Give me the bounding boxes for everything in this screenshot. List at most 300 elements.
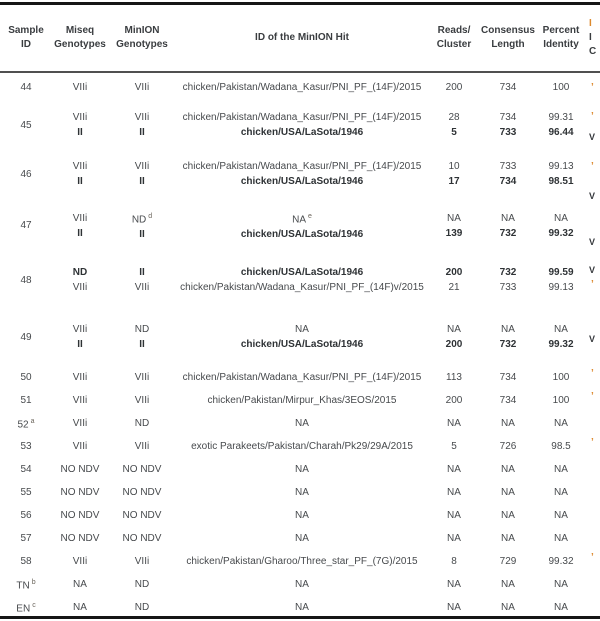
cell-minion-genotype <box>108 550 176 573</box>
truncated-text-fragment: ’ <box>591 552 594 563</box>
table-row <box>0 149 600 199</box>
cell-miseq-genotype <box>52 199 108 252</box>
cell-miseq-genotype <box>52 550 108 573</box>
cell-consensus-length-value: NA <box>501 510 515 522</box>
cell-miseq-genotype <box>52 366 108 389</box>
cell-minion-hit-id-value: NA $^e$ <box>292 213 312 226</box>
header-line: I <box>589 32 592 43</box>
header-line: Consensus <box>481 25 535 36</box>
cell-percent-identity <box>536 550 586 573</box>
cell-percent-identity-value: 100 <box>552 372 570 384</box>
cell-minion-hit-id <box>176 252 428 308</box>
cell-consensus-length-value: 733 <box>499 161 517 172</box>
cell-percent-identity-value: NA <box>554 324 568 336</box>
cell-percent-identity-value: 99.32 <box>548 227 574 239</box>
sample-id-value: 46 <box>20 168 32 180</box>
cell-minion-hit-id-value: NA <box>295 579 309 591</box>
cell-minion-genotype-value: NO NDV <box>122 464 162 476</box>
cell-percent-identity-value: NA <box>554 533 568 545</box>
cell-reads-cluster <box>428 458 480 481</box>
cell-minion-hit-id-value: chicken/Pakistan/Wadana_Kasur/PNI_PF_(14F)v/2015 <box>180 282 424 294</box>
cell-minion-hit-id-value: exotic Parakeets/Pakistan/Charah/Pk29/29A/2015 <box>191 441 413 453</box>
cell-minion-genotype-value: II <box>139 229 145 241</box>
col-header-percent-identity <box>536 4 586 73</box>
cell-miseq-genotype-value: VIIi <box>72 161 88 172</box>
cell-truncated <box>586 458 600 481</box>
cell-minion-hit-id-value: NA <box>295 418 309 430</box>
cell-minion-hit-id-value: chicken/Pakistan/Gharoo/Three_star_PF_(7G)/2015 <box>186 556 418 568</box>
cell-reads-cluster-value: 28 <box>448 112 460 123</box>
cell-consensus-length <box>480 308 536 366</box>
cell-minion-genotype-value: VIIi <box>134 161 150 172</box>
truncated-text-fragment: ’ <box>591 437 594 448</box>
cell-minion-hit-id <box>176 72 428 101</box>
cell-reads-cluster <box>428 308 480 366</box>
cell-reads-cluster <box>428 412 480 435</box>
cell-consensus-length <box>480 366 536 389</box>
cell-percent-identity-value: 99.32 <box>548 339 574 351</box>
cell-miseq-genotype-value: VIIi <box>72 324 88 336</box>
cell-consensus-length-value: 734 <box>499 112 517 123</box>
cell-percent-identity-value: 98.5 <box>551 441 571 453</box>
cell-miseq-genotype <box>52 252 108 308</box>
cell-consensus-length <box>480 72 536 101</box>
table-row <box>0 504 600 527</box>
cell-minion-hit-id <box>176 366 428 389</box>
cell-reads-cluster-value: NA <box>447 510 461 522</box>
cell-sample-id <box>0 412 52 435</box>
cell-percent-identity <box>536 481 586 504</box>
cell-minion-genotype <box>108 412 176 435</box>
cell-miseq-genotype-value: VIIi <box>72 282 88 294</box>
cell-minion-hit-id-value: chicken/Pakistan/Mirpur_Khas/3EOS/2015 <box>207 395 397 407</box>
cell-sample-id <box>0 199 52 252</box>
cell-sample-id <box>0 308 52 366</box>
cell-minion-genotype-value: NO NDV <box>122 533 162 545</box>
cell-miseq-genotype-value: VIIi <box>72 556 88 568</box>
cell-minion-hit-id-value: NA <box>295 464 309 476</box>
cell-miseq-genotype-value: II <box>77 339 83 351</box>
cell-truncated <box>586 412 600 435</box>
sample-id-value: 51 <box>20 395 32 407</box>
header-line: Genotypes <box>116 39 168 50</box>
cell-miseq-genotype-value: NA <box>73 602 87 614</box>
cell-truncated <box>586 504 600 527</box>
cell-minion-hit-id-value: chicken/USA/LaSota/1946 <box>240 267 364 279</box>
cell-reads-cluster-value: 8 <box>451 556 457 568</box>
cell-percent-identity-value: 99.59 <box>548 267 574 279</box>
sample-id-value: 57 <box>20 533 32 545</box>
cell-reads-cluster-value: 10 <box>448 161 460 172</box>
cell-minion-hit-id-value: chicken/Pakistan/Wadana_Kasur/PNI_PF_(14F)/2015 <box>182 82 422 93</box>
cell-minion-hit-id <box>176 435 428 458</box>
cell-sample-id <box>0 550 52 573</box>
cell-miseq-genotype-value: NA <box>73 579 87 591</box>
table-row <box>0 366 600 389</box>
cell-consensus-length-value: NA <box>501 533 515 545</box>
cell-minion-hit-id <box>176 308 428 366</box>
cell-percent-identity <box>536 527 586 550</box>
truncated-text-fragment: ’ <box>591 82 594 93</box>
header-line: Percent <box>542 25 580 36</box>
cell-minion-hit-id-value: chicken/Pakistan/Wadana_Kasur/PNI_PF_(14F)/2015 <box>182 161 422 172</box>
sample-id-value: 53 <box>20 441 32 453</box>
table-row <box>0 527 600 550</box>
header-line: Length <box>491 39 525 50</box>
cell-minion-hit-id <box>176 527 428 550</box>
cell-consensus-length-value: NA <box>501 324 515 336</box>
cell-sample-id <box>0 458 52 481</box>
cell-sample-id <box>0 573 52 596</box>
cell-reads-cluster <box>428 72 480 101</box>
cell-reads-cluster <box>428 199 480 252</box>
cell-minion-genotype <box>108 389 176 412</box>
table-row <box>0 72 600 101</box>
cell-minion-hit-id <box>176 573 428 596</box>
cell-sample-id <box>0 435 52 458</box>
cell-consensus-length-value: 732 <box>499 339 517 351</box>
cell-reads-cluster <box>428 252 480 308</box>
sample-id-value: 55 <box>20 487 32 499</box>
sample-id-value: TN <box>16 579 30 591</box>
cell-consensus-length-value: NA <box>501 212 515 224</box>
cell-miseq-genotype-value: NO NDV <box>60 487 100 499</box>
table-row <box>0 573 600 596</box>
cell-reads-cluster-value: 200 <box>445 267 463 279</box>
cell-miseq-genotype-value: ND <box>72 267 88 279</box>
cell-sample-id <box>0 252 52 308</box>
cell-reads-cluster-value: 200 <box>445 395 463 407</box>
table-row <box>0 101 600 149</box>
cell-percent-identity <box>536 573 586 596</box>
cell-reads-cluster-value: 17 <box>448 176 460 187</box>
cell-percent-identity-value: 99.32 <box>548 556 574 568</box>
cell-miseq-genotype-value: VIIi <box>72 112 88 123</box>
cell-minion-genotype-value: VIIi <box>134 82 150 93</box>
cell-miseq-genotype <box>52 504 108 527</box>
footnote-marker: c <box>32 601 36 609</box>
header-line: MinION <box>124 25 160 36</box>
truncated-text-fragment: V <box>589 265 596 275</box>
table-row <box>0 481 600 504</box>
cell-miseq-genotype <box>52 149 108 199</box>
cell-percent-identity <box>536 72 586 101</box>
cell-consensus-length <box>480 550 536 573</box>
cell-minion-genotype <box>108 72 176 101</box>
sample-id-value: 48 <box>20 274 32 286</box>
cell-percent-identity-value: 99.13 <box>548 282 574 294</box>
cell-miseq-genotype-value: VIIi <box>72 441 88 453</box>
sample-id-value: 44 <box>20 82 32 93</box>
cell-consensus-length <box>480 527 536 550</box>
cell-percent-identity-value: NA <box>554 418 568 430</box>
col-header-minion-hit-id <box>176 4 428 73</box>
cell-minion-hit-id-value: chicken/USA/LaSota/1946 <box>240 176 364 187</box>
cell-percent-identity-value: 99.13 <box>548 161 574 172</box>
truncated-text-fragment: ’ <box>591 391 594 402</box>
col-header-minion-genotypes <box>108 4 176 73</box>
footnote-marker: d <box>148 213 153 220</box>
header-line: I <box>589 18 592 29</box>
cell-reads-cluster <box>428 389 480 412</box>
header-line: Sample <box>8 25 44 36</box>
cell-reads-cluster <box>428 527 480 550</box>
cell-minion-genotype-value: ND <box>134 602 150 614</box>
cell-miseq-genotype <box>52 481 108 504</box>
sample-id-value: 58 <box>20 556 32 568</box>
cell-reads-cluster <box>428 435 480 458</box>
cell-minion-genotype-value: NO NDV <box>122 487 162 499</box>
genotype-comparison-table <box>0 2 600 619</box>
cell-minion-genotype-value: ND <box>134 324 150 336</box>
cell-minion-genotype <box>108 504 176 527</box>
cell-percent-identity-value: 100 <box>552 395 570 407</box>
cell-reads-cluster <box>428 366 480 389</box>
cell-consensus-length-value: NA <box>501 602 515 614</box>
cell-minion-hit-id <box>176 458 428 481</box>
cell-miseq-genotype <box>52 435 108 458</box>
cell-sample-id <box>0 527 52 550</box>
cell-consensus-length-value: 734 <box>499 372 517 384</box>
cell-truncated <box>586 527 600 550</box>
cell-minion-genotype <box>108 101 176 149</box>
truncated-text-fragment: ’ <box>591 279 594 290</box>
cell-reads-cluster <box>428 149 480 199</box>
cell-minion-hit-id <box>176 389 428 412</box>
cell-miseq-genotype-value: NO NDV <box>60 533 100 545</box>
cell-minion-hit-id-value: chicken/USA/LaSota/1946 <box>240 127 364 138</box>
table-row <box>0 308 600 366</box>
cell-minion-genotype <box>108 573 176 596</box>
cell-consensus-length-value: 734 <box>499 82 517 93</box>
cell-minion-genotype <box>108 366 176 389</box>
cell-reads-cluster-value: 5 <box>451 127 457 138</box>
truncated-text-fragment: ’ <box>591 111 594 122</box>
cell-percent-identity <box>536 504 586 527</box>
cell-percent-identity-value: 99.31 <box>548 112 574 123</box>
cell-minion-hit-id-value: chicken/USA/LaSota/1946 <box>240 339 364 351</box>
cell-minion-hit-id <box>176 481 428 504</box>
cell-sample-id <box>0 72 52 101</box>
cell-minion-genotype-value: VIIi <box>134 112 150 123</box>
cell-reads-cluster <box>428 481 480 504</box>
cell-consensus-length <box>480 389 536 412</box>
cell-minion-genotype <box>108 308 176 366</box>
cell-percent-identity-value: NA <box>554 212 568 224</box>
cell-miseq-genotype <box>52 573 108 596</box>
table-row <box>0 389 600 412</box>
header-line: Identity <box>543 39 579 50</box>
header-line: Reads/ <box>437 25 471 36</box>
cell-miseq-genotype-value: VIIi <box>72 212 88 224</box>
cell-consensus-length-value: 733 <box>499 127 517 138</box>
sample-id-value: 54 <box>20 464 32 476</box>
cell-percent-identity <box>536 149 586 199</box>
sample-id-value: 50 <box>20 372 32 384</box>
cell-consensus-length-value: 734 <box>499 395 517 407</box>
cell-percent-identity <box>536 458 586 481</box>
truncated-text-fragment: V <box>589 334 596 344</box>
cell-reads-cluster-value: 21 <box>448 282 460 294</box>
cell-reads-cluster <box>428 550 480 573</box>
cell-minion-genotype-value: ND <box>134 579 150 591</box>
cell-percent-identity <box>536 308 586 366</box>
cell-percent-identity-value: NA <box>554 464 568 476</box>
cell-miseq-genotype-value: II <box>77 127 83 138</box>
cell-percent-identity-value: 100 <box>552 82 570 93</box>
header-line: ID <box>21 39 31 50</box>
cell-miseq-genotype-value: II <box>77 227 83 239</box>
cell-sample-id <box>0 366 52 389</box>
cell-minion-hit-id-value: NA <box>295 487 309 499</box>
cell-minion-hit-id <box>176 412 428 435</box>
cell-miseq-genotype <box>52 101 108 149</box>
truncated-text-fragment: V <box>589 191 596 201</box>
footnote-marker: b <box>31 578 36 586</box>
cell-minion-hit-id-value: chicken/USA/LaSota/1946 <box>240 229 364 241</box>
cell-percent-identity-value: 96.44 <box>548 127 574 138</box>
cell-consensus-length <box>480 412 536 435</box>
cell-miseq-genotype-value: VIIi <box>72 418 88 430</box>
cell-reads-cluster-value: NA <box>447 324 461 336</box>
cell-consensus-length-value: 734 <box>499 176 517 187</box>
cell-reads-cluster <box>428 504 480 527</box>
cell-percent-identity <box>536 252 586 308</box>
col-header-consensus-length <box>480 4 536 73</box>
cell-reads-cluster-value: 200 <box>445 339 463 351</box>
cell-percent-identity <box>536 412 586 435</box>
header-line: Cluster <box>436 39 472 50</box>
cell-minion-genotype-value: II <box>139 176 145 187</box>
cell-consensus-length <box>480 481 536 504</box>
cell-miseq-genotype <box>52 308 108 366</box>
cell-miseq-genotype-value: VIIi <box>72 395 88 407</box>
cell-consensus-length <box>480 435 536 458</box>
cell-reads-cluster-value: 139 <box>445 227 463 239</box>
cell-reads-cluster-value: 113 <box>446 372 462 384</box>
cell-percent-identity <box>536 435 586 458</box>
cell-reads-cluster-value: NA <box>447 464 461 476</box>
cell-miseq-genotype <box>52 412 108 435</box>
cell-minion-genotype-value: II <box>139 127 145 138</box>
cell-minion-genotype <box>108 481 176 504</box>
cell-consensus-length <box>480 504 536 527</box>
cell-miseq-genotype-value: II <box>77 176 83 187</box>
cell-minion-genotype-value: NO NDV <box>122 510 162 522</box>
cell-minion-hit-id-value: NA <box>295 510 309 522</box>
cell-reads-cluster-value: NA <box>447 602 461 614</box>
cell-consensus-length-value: NA <box>501 464 515 476</box>
header-line: ID of the MinION Hit <box>255 32 349 43</box>
cell-minion-genotype-value: II <box>139 267 145 279</box>
cell-reads-cluster-value: NA <box>447 212 461 224</box>
cell-minion-genotype-value: ND <box>134 418 150 430</box>
cell-reads-cluster <box>428 101 480 149</box>
cell-reads-cluster-value: 200 <box>445 82 463 93</box>
cell-minion-genotype <box>108 527 176 550</box>
cell-minion-genotype-value: VIIi <box>134 372 150 384</box>
cell-sample-id <box>0 481 52 504</box>
header-row <box>0 4 600 73</box>
cell-percent-identity-value: NA <box>554 510 568 522</box>
table-row <box>0 550 600 573</box>
cell-minion-genotype <box>108 458 176 481</box>
cell-sample-id <box>0 504 52 527</box>
cell-minion-hit-id-value: NA <box>295 602 309 614</box>
cell-percent-identity-value: NA <box>554 602 568 614</box>
cell-minion-genotype <box>108 435 176 458</box>
cell-miseq-genotype <box>52 527 108 550</box>
sample-id-value: 45 <box>20 119 32 131</box>
cell-consensus-length-value: 726 <box>499 441 517 453</box>
sample-id-value: 56 <box>20 510 32 522</box>
cell-consensus-length <box>480 458 536 481</box>
table-row <box>0 435 600 458</box>
cell-consensus-length <box>480 573 536 596</box>
table-row <box>0 199 600 252</box>
table-row <box>0 252 600 308</box>
col-header-sample-id <box>0 4 52 73</box>
col-header-miseq-genotypes <box>52 4 108 73</box>
cell-minion-hit-id-value: NA <box>295 533 309 545</box>
cell-minion-hit-id-value: chicken/Pakistan/Wadana_Kasur/PNI_PF_(14F)/2015 <box>182 372 422 384</box>
cell-minion-hit-id <box>176 101 428 149</box>
cell-consensus-length <box>480 149 536 199</box>
cell-consensus-length <box>480 252 536 308</box>
cell-miseq-genotype-value: VIIi <box>72 82 88 93</box>
sample-id-value: 52 <box>17 418 29 430</box>
cell-reads-cluster-value: 5 <box>451 441 457 453</box>
cell-minion-hit-id-value: NA <box>295 324 309 336</box>
cell-minion-genotype-value: VIIi <box>134 282 150 294</box>
cell-minion-genotype-value: ND $^d$ <box>131 213 153 226</box>
cell-miseq-genotype-value: VIIi <box>72 372 88 384</box>
table-row <box>0 458 600 481</box>
cell-minion-hit-id-value: chicken/Pakistan/Wadana_Kasur/PNI_PF_(14F)/2015 <box>182 112 422 123</box>
cell-sample-id <box>0 149 52 199</box>
cell-minion-genotype-value: VIIi <box>134 556 150 568</box>
header-line: Genotypes <box>54 39 106 50</box>
cell-sample-id <box>0 101 52 149</box>
truncated-text-fragment: V <box>589 132 596 142</box>
cell-reads-cluster-value: NA <box>447 418 461 430</box>
cell-minion-genotype-value: VIIi <box>134 441 150 453</box>
data-table <box>0 2 600 619</box>
cell-minion-genotype <box>108 149 176 199</box>
sample-id-value: 47 <box>20 220 32 232</box>
cell-sample-id <box>0 389 52 412</box>
cell-percent-identity <box>536 389 586 412</box>
cell-minion-genotype <box>108 199 176 252</box>
cell-miseq-genotype <box>52 458 108 481</box>
header-line: Miseq <box>65 25 95 36</box>
cell-consensus-length-value: 732 <box>499 227 517 239</box>
sample-id-value: 49 <box>20 331 32 343</box>
cell-miseq-genotype-value: NO NDV <box>60 510 100 522</box>
cell-consensus-length <box>480 101 536 149</box>
cell-truncated <box>586 573 600 596</box>
cell-minion-genotype-value: II <box>139 339 145 351</box>
cell-miseq-genotype <box>52 72 108 101</box>
cell-minion-genotype <box>108 252 176 308</box>
cell-miseq-genotype <box>52 389 108 412</box>
cell-consensus-length-value: 733 <box>499 282 517 294</box>
cell-reads-cluster-value: NA <box>447 579 461 591</box>
table-bottom-rule <box>0 616 600 619</box>
cell-consensus-length-value: NA <box>501 418 515 430</box>
cell-minion-hit-id <box>176 199 428 252</box>
cell-percent-identity-value: 98.51 <box>548 176 574 187</box>
